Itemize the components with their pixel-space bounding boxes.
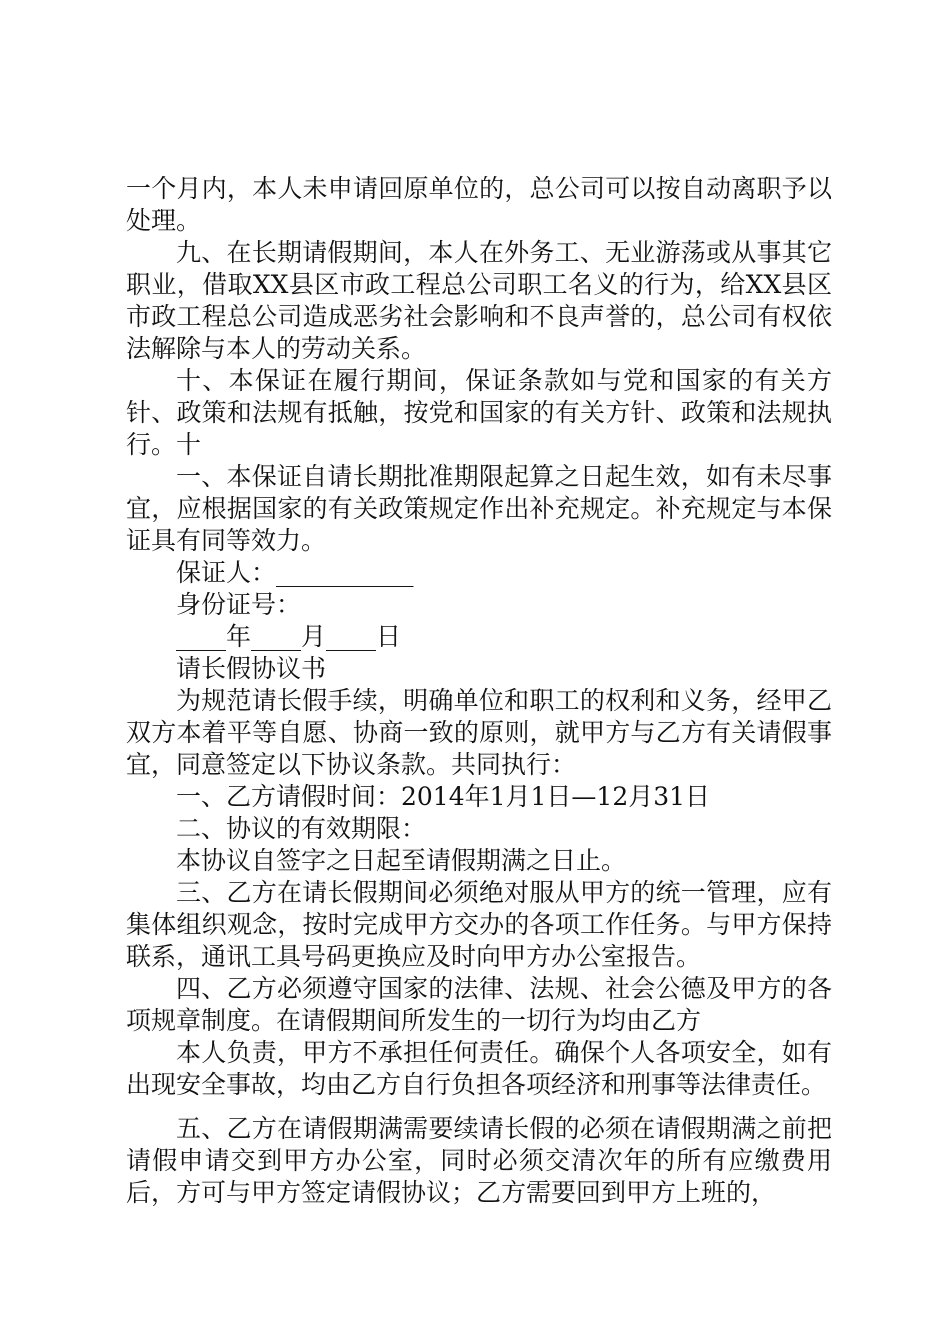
paragraph-clause-4: 四、乙方必须遵守国家的法律、法规、社会公德及甲方的各项规章制度。在请假期间所发生的一切行为均由乙方 <box>126 974 832 1035</box>
id-number-line: 身份证号： <box>176 590 302 619</box>
paragraph-leave-period: 一、乙方请假时间：2014年1月1日—12月31日 <box>176 782 711 811</box>
document-body <box>126 173 832 1209</box>
paragraph-validity-body: 本协议自签字之日起至请假期满之日止。 <box>176 846 627 875</box>
paragraph-clause-5: 五、乙方在请假期满需要续请长假的必须在请假期满之前把请假申请交到甲方办公室，同时必须交清次年的所有应缴费用后，方可与甲方签定请假协议；乙方需要回到甲方上班的， <box>126 1114 832 1207</box>
agreement-title: 请长假协议书 <box>176 654 327 683</box>
paragraph-clause-10: 十、本保证在履行期间，保证条款如与党和国家的有关方针、政策和法规有抵触，按党和国家的有关方针、政策和法规执行。十 <box>126 366 832 459</box>
date-line: ____年____月____日 <box>176 622 402 651</box>
paragraph-clause-3: 三、乙方在请长假期间必须绝对服从甲方的统一管理，应有集体组织观念，按时完成甲方交办的各项工作任务。与甲方保持联系，通讯工具号码更换应及时向甲方办公室报告。 <box>126 878 832 971</box>
paragraph-gap <box>126 1101 832 1113</box>
paragraph-validity-heading: 二、协议的有效期限： <box>176 814 427 843</box>
guarantor-line: 保证人：___________ <box>176 558 414 587</box>
paragraph-preamble: 为规范请长假手续，明确单位和职工的权利和义务，经甲乙双方本着平等自愿、协商一致的原则，就甲方与乙方有关请假事宜，同意签定以下协议条款。共同执行： <box>126 686 832 779</box>
paragraph-clause-11: 一、本保证自请长期批准期限起算之日起生效，如有未尽事宜，应根据国家的有关政策规定作出补充规定。补充规定与本保证具有同等效力。 <box>126 462 832 555</box>
paragraph-clause-9: 九、在长期请假期间，本人在外务工、无业游荡或从事其它职业，借取XX县区市政工程总公司职工名义的行为，给XX县区市政工程总公司造成恶劣社会影响和不良声誉的，总公司有权依法解除与本人的劳动关系。 <box>126 238 832 363</box>
paragraph-continuation: 一个月内，本人未申请回原单位的，总公司可以按自动离职予以处理。 <box>126 174 832 235</box>
paragraph-clause-4-continued: 本人负责，甲方不承担任何责任。确保个人各项安全，如有出现安全事故，均由乙方自行负担各项经济和刑事等法律责任。 <box>126 1038 832 1099</box>
